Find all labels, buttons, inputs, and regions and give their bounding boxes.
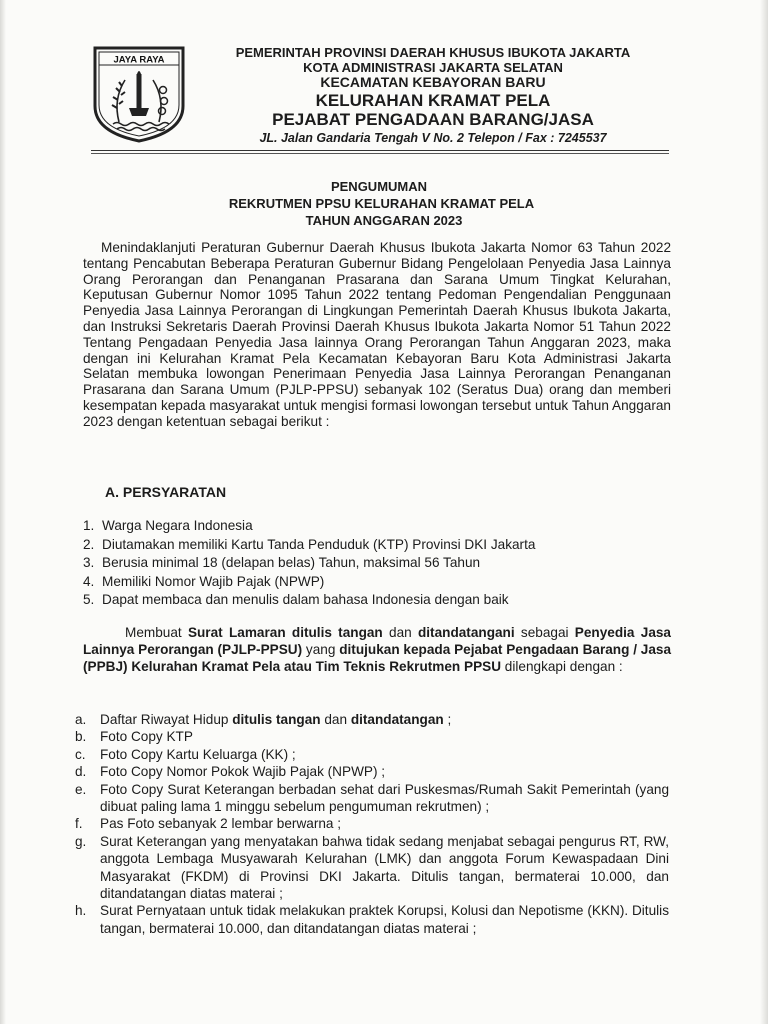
list-item	[75, 746, 669, 763]
para-bold: ditandatangani	[417, 625, 515, 640]
list-item	[83, 574, 643, 593]
emblem-text: JAYA RAYA	[113, 54, 165, 66]
para-text: sebagai	[514, 625, 575, 640]
scan-shadow-left	[0, 0, 6, 1024]
title-line-3: TAHUN ANGGARAN 2023	[305, 213, 463, 228]
list-marker: e.	[75, 781, 87, 797]
list-item	[83, 592, 643, 611]
letterhead-address: JL. Jalan Gandaria Tengah V No. 2 Telepon / Fax : 7245537	[259, 130, 607, 145]
jaya-raya-emblem	[91, 44, 187, 144]
list-text: Foto Copy Kartu Keluarga (KK) ;	[100, 746, 296, 762]
list-marker: c.	[75, 746, 86, 762]
list-item	[83, 537, 643, 556]
list-item	[75, 833, 669, 903]
para-text: Membuat	[125, 625, 188, 640]
list-marker: a.	[75, 712, 87, 727]
list-text: Pas Foto sebanyak 2 lembar berwarna ;	[100, 816, 342, 832]
letterhead	[196, 46, 670, 145]
list-text: Diutamakan memiliki Kartu Tanda Penduduk (KTP) Provinsi DKI Jakarta	[102, 536, 536, 552]
list-text: Surat Pernyataan untuk tidak melakukan praktek Korupsi, Kolusi dan Nepotisme (KKN). Ditulis tangan, bermaterai 10.000, dan ditandatangan diatas materai ;	[100, 903, 669, 936]
list-item	[83, 555, 643, 574]
list-text: Foto Copy Nomor Pokok Wajib Pajak (NPWP) ;	[100, 764, 386, 780]
list-text: Berusia minimal 18 (delapan belas) Tahun, maksimal 56 Tahun	[102, 555, 481, 570]
letterhead-rule-thin	[91, 153, 669, 154]
letterhead-government: PEMERINTAH PROVINSI DAERAH KHUSUS IBUKOTA JAKARTA	[235, 45, 631, 60]
para-text: dilengkapi dengan :	[501, 659, 623, 675]
list-marker: d.	[75, 764, 87, 780]
para-bold: ditujukan kepada Pejabat Pengadaan Barang / Jasa (PPBJ) Kelurahan Kramat Pela atau Tim Teknis Rekrutmen PPSU	[83, 642, 672, 675]
documents-list	[75, 711, 669, 937]
list-text: Dapat membaca dan menulis dalam bahasa Indonesia dengan baik	[102, 592, 509, 607]
list-item	[75, 711, 669, 728]
intro-paragraph: Menindaklanjuti Peraturan Gubernur Daerah Khusus Ibukota Jakarta Nomor 63 Tahun 2022 tentang Pencabutan Beberapa Peraturan Gubernur Bidang Pengelolaan Penyedia Jasa Lainnya Orang Perorangan dan Penanganan Prasarana dan Sarana Umum Tingkat Kelurahan, Keputusan Gubernur Nomor 1095 Tahun 2022 tentang Pedoman Pengendalian Penggunaan Penyedia Jasa Lainnya Perorangan di Lingkungan Pemerintah Daerah Khusus Ibukota Jakarta, dan Instruksi Sekretaris Daerah Provinsi Daerah Khusus Ibukota Jakarta Nomor 51 Tahun 2022 Tentang Pengadaan Penyedia Jasa lainnya Orang Perorangan Tahun Anggaran 2023, maka dengan ini Kelurahan Kramat Pela Kecamatan Kebayoran Baru Kota Administrasi Jakarta Selatan membuka lowongan Penerimaan Penyedia Jasa Lainnya Perorangan Penanganan Prasarana dan Sarana Umum (PJLP-PPSU) sebanyak 102 (Seratus Dua) orang dan memberi kesempatan kepada masyarakat untuk mengisi formasi lowongan tersebut untuk Tahun Anggaran 2023 dengan ketentuan sebagai berikut :	[83, 240, 671, 429]
list-item	[75, 763, 669, 780]
list-text: Surat Keterangan yang menyatakan bahwa tidak sedang menjabat sebagai pengurus RT, RW, anggota Lembaga Musyawarah Kelurahan (LMK) dan anggota Forum Kewaspadaan Dini Masyarakat (FKDM) di Provinsi DKI Jakarta. Ditulis tangan, bermaterai 10.000, dan ditandatangan diatas materai ;	[100, 833, 669, 902]
list-text: Foto Copy KTP	[100, 729, 193, 745]
letterhead-district: KECAMATAN KEBAYORAN BARU	[320, 74, 546, 91]
para-bold: Surat Lamaran ditulis tangan	[187, 625, 383, 640]
para-text: dan	[382, 625, 418, 640]
list-item	[75, 728, 669, 745]
list-item	[75, 815, 669, 832]
list-item	[75, 902, 669, 937]
application-paragraph	[83, 624, 671, 676]
list-text: Foto Copy Surat Keterangan berbadan sehat dari Puskesmas/Rumah Sakit Pemerintah (yang dibuat paling lama 1 minggu sebelum pengumuman rekrutmen) ;	[100, 781, 669, 815]
announcement-title	[0, 178, 768, 229]
list-item	[75, 781, 669, 816]
letterhead-rule	[91, 150, 669, 151]
letterhead-village: KELURAHAN KRAMAT PELA	[315, 90, 551, 110]
letterhead-city: KOTA ADMINISTRASI JAKARTA SELATAN	[303, 59, 563, 75]
list-number: 4.	[83, 573, 95, 589]
list-number: 2.	[83, 536, 95, 552]
para-bold: Penyedia Jasa Lainnya Perorangan (PJLP-PPSU)	[83, 625, 671, 658]
list-item	[83, 518, 643, 537]
list-number: 3.	[83, 555, 95, 570]
title-line-2: REKRUTMEN PPSU KELURAHAN KRAMAT PELA	[228, 196, 535, 211]
scan-shadow-right	[760, 0, 768, 1024]
title-line-1: PENGUMUMAN	[330, 179, 428, 194]
list-text: Warga Negara Indonesia	[102, 518, 253, 533]
list-number: 5.	[83, 592, 95, 607]
list-marker: f.	[75, 816, 83, 832]
requirements-list	[83, 518, 643, 611]
section-heading-requirements: A. PERSYARATAN	[105, 484, 227, 500]
list-text: Daftar Riwayat Hidup ditulis tangan dan ditandatangan ;	[100, 712, 452, 727]
list-marker: g.	[75, 833, 87, 849]
list-marker: b.	[75, 729, 87, 745]
list-marker: h.	[75, 903, 87, 919]
list-number: 1.	[83, 518, 95, 533]
list-text: Memiliki Nomor Wajib Pajak (NPWP)	[102, 573, 325, 589]
para-text: yang	[302, 642, 340, 658]
letterhead-office: PEJABAT PENGADAAN BARANG/JASA	[272, 109, 594, 129]
